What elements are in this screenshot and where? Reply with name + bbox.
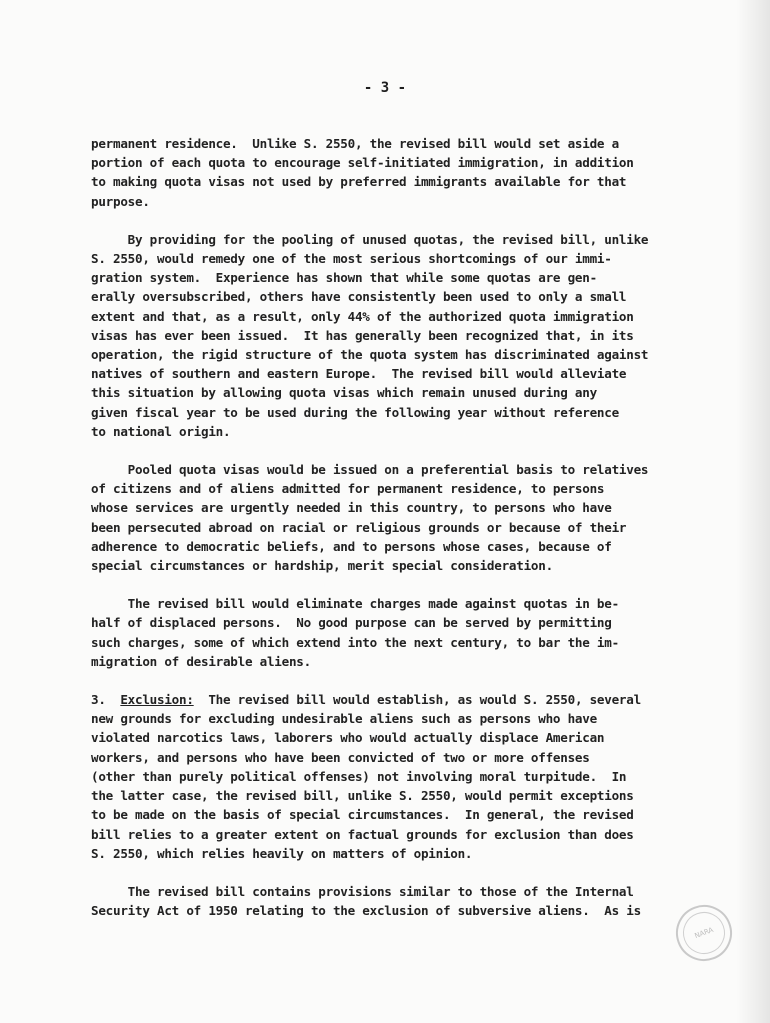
text-line: portion of each quota to encourage self-initiated immigration, in addition bbox=[91, 155, 634, 171]
paragraph-3 bbox=[91, 460, 721, 575]
text-line: to be made on the basis of special circumstances. In general, the revised bbox=[91, 807, 634, 823]
text-line: natives of southern and eastern Europe. The revised bill would alleviate bbox=[91, 366, 627, 382]
text-line: S. 2550, would remedy one of the most serious shortcomings of our immi- bbox=[91, 251, 612, 267]
text-line: Pooled quota visas would be issued on a preferential basis to relatives bbox=[91, 462, 649, 478]
text-line: this situation by allowing quota visas which remain unused during any bbox=[91, 385, 597, 401]
text-line: operation, the rigid structure of the quota system has discriminated against bbox=[91, 347, 649, 363]
text-line: visas has ever been issued. It has generally been recognized that, in its bbox=[91, 327, 634, 343]
text-line: The revised bill would eliminate charges made against quotas in be- bbox=[91, 596, 619, 612]
text-line: Security Act of 1950 relating to the exclusion of subversive aliens. As is bbox=[91, 903, 641, 919]
text-line: The revised bill contains provisions similar to those of the Internal bbox=[91, 883, 634, 899]
text-line: (other than purely political offenses) not involving moral turpitude. In bbox=[91, 768, 627, 784]
stamp-text: NARA bbox=[693, 925, 715, 941]
text-line: S. 2550, which relies heavily on matters of opinion. bbox=[91, 845, 473, 861]
text-line: new grounds for excluding undesirable aliens such as persons who have bbox=[91, 711, 597, 727]
text-line: purpose. bbox=[91, 193, 150, 209]
text-line: to national origin. bbox=[91, 423, 231, 439]
text-line: the latter case, the revised bill, unlike S. 2550, would permit exceptions bbox=[91, 788, 634, 804]
text-line: been persecuted abroad on racial or religious grounds or because of their bbox=[91, 519, 627, 535]
text-line: whose services are urgently needed in this country, to persons who have bbox=[91, 500, 612, 516]
paragraph-1 bbox=[91, 134, 721, 211]
paragraph-2 bbox=[91, 230, 721, 441]
text-line: By providing for the pooling of unused quotas, the revised bill, unlike bbox=[91, 231, 649, 247]
paragraph-5-exclusion bbox=[91, 690, 721, 863]
document-body bbox=[91, 134, 721, 939]
text-line: erally oversubscribed, others have consistently been used to only a small bbox=[91, 289, 627, 305]
text-line: violated narcotics laws, laborers who would actually displace American bbox=[91, 730, 605, 746]
archive-stamp-inner bbox=[677, 906, 731, 960]
text-line: of citizens and of aliens admitted for permanent residence, to persons bbox=[91, 481, 605, 497]
text-line: to making quota visas not used by preferred immigrants available for that bbox=[91, 174, 627, 190]
paragraph-4 bbox=[91, 594, 721, 671]
text-line: such charges, some of which extend into the next century, to bar the im- bbox=[91, 634, 619, 650]
text-line: given fiscal year to be used during the following year without reference bbox=[91, 404, 619, 420]
text-line: migration of desirable aliens. bbox=[91, 653, 311, 669]
section-heading-exclusion: Exclusion: bbox=[120, 692, 194, 708]
text-line: gration system. Experience has shown that while some quotas are gen- bbox=[91, 270, 597, 286]
text-line: adherence to democratic beliefs, and to persons whose cases, because of bbox=[91, 538, 612, 554]
text-line: bill relies to a greater extent on factual grounds for exclusion than does bbox=[91, 826, 634, 842]
text-line: extent and that, as a result, only 44% of the authorized quota immigration bbox=[91, 308, 634, 324]
text-line: special circumstances or hardship, merit special consideration. bbox=[91, 558, 553, 574]
text-line: 3. Exclusion: The revised bill would establish, as would S. 2550, several bbox=[91, 692, 641, 708]
text-line: workers, and persons who have been convicted of two or more offenses bbox=[91, 749, 590, 765]
paragraph-6 bbox=[91, 882, 721, 920]
text-line: half of displaced persons. No good purpose can be served by permitting bbox=[91, 615, 612, 631]
page-number: - 3 - bbox=[363, 80, 407, 96]
text-line: permanent residence. Unlike S. 2550, the revised bill would set aside a bbox=[91, 136, 619, 151]
page-edge-shadow bbox=[736, 0, 770, 1023]
